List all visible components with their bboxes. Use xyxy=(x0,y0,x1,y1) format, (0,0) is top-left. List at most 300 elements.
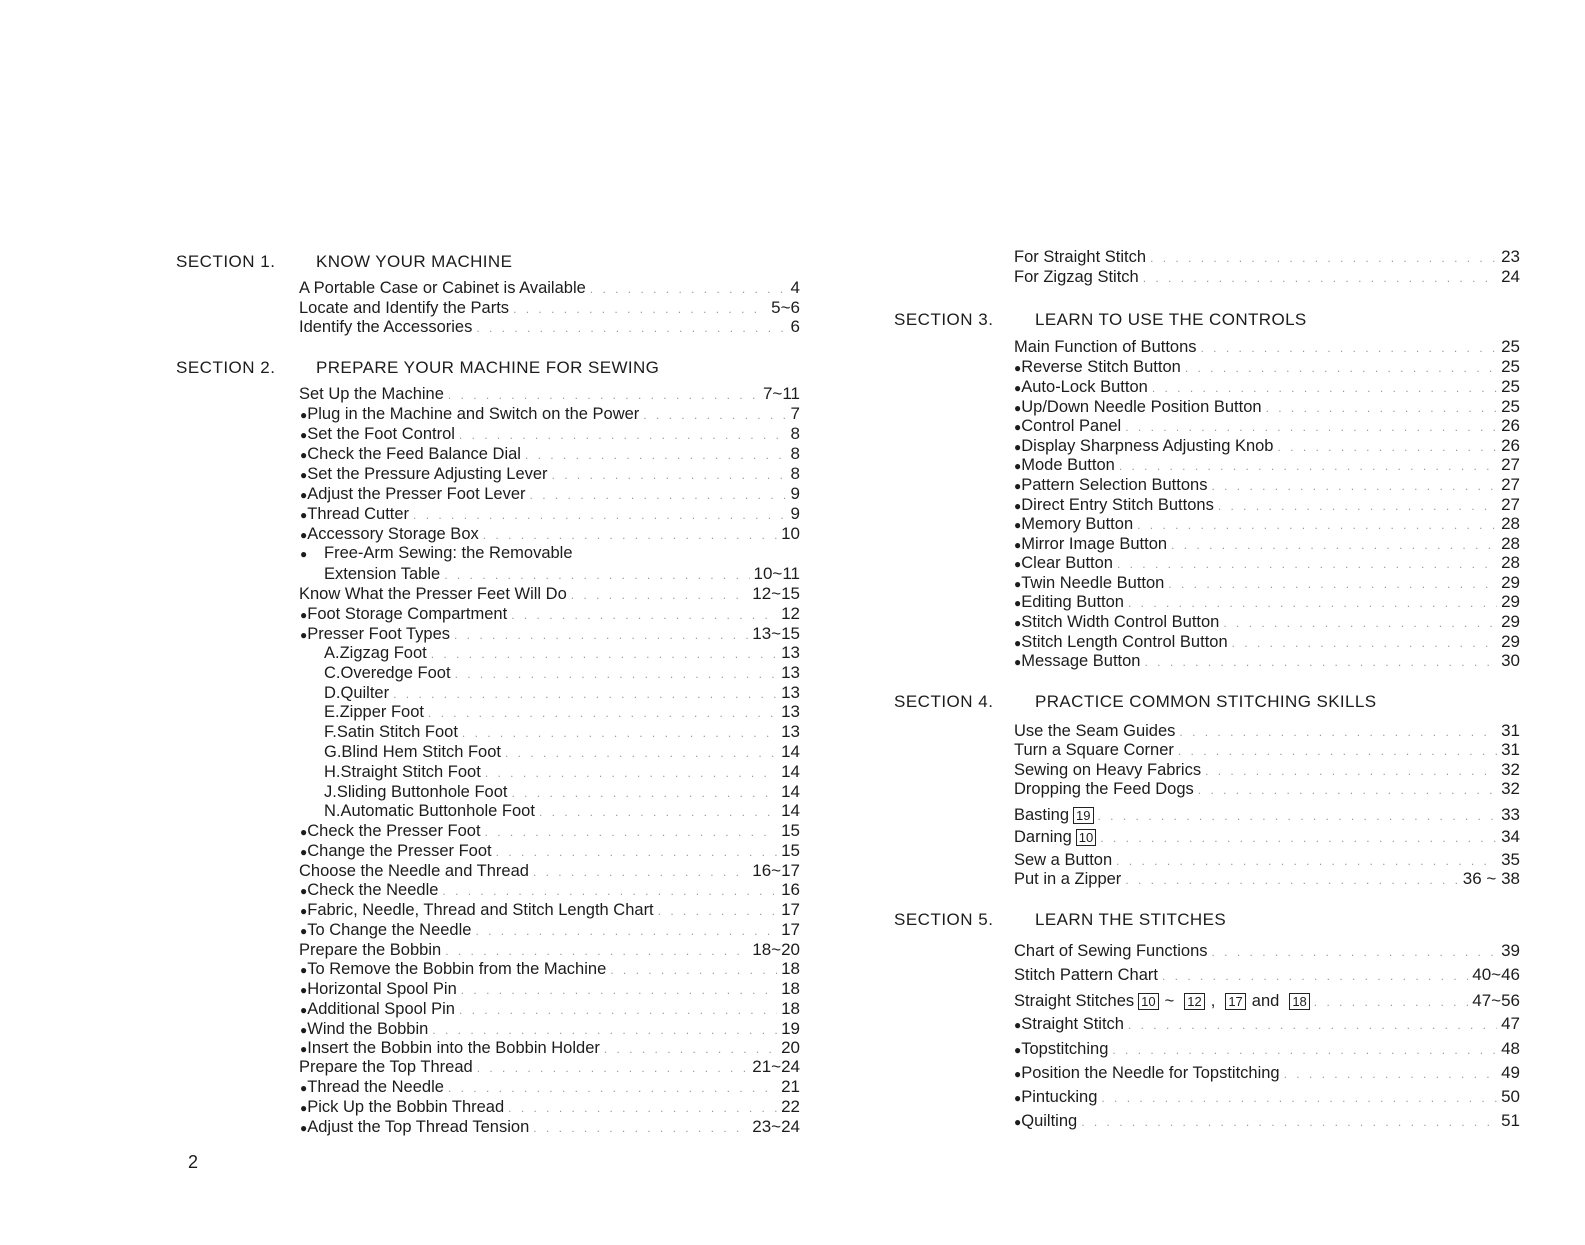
entry-title: A Portable Case or Cabinet is Available xyxy=(299,279,586,297)
bullet-icon: ● xyxy=(300,1003,308,1017)
bullet-icon: ● xyxy=(1014,440,1022,454)
foot-letter: H. xyxy=(324,763,341,781)
entry-title: Fabric, Needle, Thread and Stitch Length Chart xyxy=(307,901,654,919)
badge-separator: ~ xyxy=(1164,992,1175,1010)
toc-bullet-entry xyxy=(300,484,800,506)
stitch-number-badge: 10 xyxy=(1138,993,1158,1010)
bullet-icon: ● xyxy=(1014,499,1022,513)
dot-leader xyxy=(525,448,787,462)
bullet-icon: ● xyxy=(300,825,308,839)
toc-bullet-entry xyxy=(300,999,800,1021)
page-ref: 14 xyxy=(781,762,800,781)
page-ref: 14 xyxy=(781,742,800,761)
dot-leader xyxy=(1162,969,1468,983)
page-ref: 26 xyxy=(1501,416,1520,435)
page-ref: 24 xyxy=(1501,267,1520,286)
entry-title: Set Up the Machine xyxy=(299,385,444,403)
toc-bullet-entry xyxy=(1014,357,1520,379)
toc-bullet-entry xyxy=(300,979,800,1001)
dot-leader xyxy=(393,687,777,701)
page-ref: 28 xyxy=(1501,534,1520,553)
page-ref: 18 xyxy=(781,979,800,998)
dot-leader xyxy=(475,924,777,938)
badge-separator: , xyxy=(1210,992,1216,1010)
bullet-icon: ● xyxy=(300,924,308,938)
dot-leader xyxy=(1211,479,1497,493)
dot-leader xyxy=(1081,1115,1497,1129)
page-ref: 32 xyxy=(1501,760,1520,779)
section-heading xyxy=(176,358,659,380)
dot-leader xyxy=(1125,420,1497,434)
page-ref: 20 xyxy=(781,1038,800,1057)
entry-title: Reverse Stitch Button xyxy=(1021,358,1181,376)
dot-leader xyxy=(610,963,777,977)
toc-entry xyxy=(299,317,800,339)
dot-leader xyxy=(485,825,778,839)
entry-title: Mode Button xyxy=(1021,456,1115,474)
bullet-icon: ● xyxy=(1014,577,1022,591)
page-ref: 47 xyxy=(1501,1014,1520,1033)
dot-leader xyxy=(511,786,777,800)
dot-leader xyxy=(533,865,748,879)
bullet-icon: ● xyxy=(300,845,308,859)
entry-title: Message Button xyxy=(1021,652,1141,670)
entry-title: Prepare the Bobbin xyxy=(299,941,442,959)
toc-bullet-entry xyxy=(1014,592,1520,614)
toc-bullet-entry xyxy=(300,900,800,922)
entry-title: Free-Arm Sewing: the Removable xyxy=(324,544,573,562)
bullet-icon: ● xyxy=(300,963,308,977)
toc-bullet-entry xyxy=(300,464,800,486)
entry-title: Plug in the Machine and Switch on the Power xyxy=(307,405,640,423)
entry-title: Stitch Length Control Button xyxy=(1021,633,1228,651)
section-title: PRACTICE COMMON STITCHING SKILLS xyxy=(1035,692,1377,711)
toc-bullet-entry xyxy=(300,524,800,546)
page-ref: 28 xyxy=(1501,553,1520,572)
toc-bullet-entry xyxy=(300,821,800,843)
bullet-icon: ● xyxy=(1014,557,1022,571)
entry-title: Pick Up the Bobbin Thread xyxy=(307,1098,505,1116)
toc-bullet-entry xyxy=(1014,377,1520,399)
badge-separator: and xyxy=(1251,992,1280,1010)
page-ref: 10~11 xyxy=(753,564,800,583)
entry-title: Up/Down Needle Position Button xyxy=(1021,398,1262,416)
entry-title: Adjust the Presser Foot Lever xyxy=(307,485,526,503)
page-ref: 31 xyxy=(1501,740,1520,759)
dot-leader xyxy=(643,408,786,422)
dot-leader xyxy=(448,1081,777,1095)
toc-entry xyxy=(1014,827,1520,849)
dot-leader xyxy=(1314,995,1468,1009)
entry-title: Sewing on Heavy Fabrics xyxy=(1014,761,1202,779)
page-ref: 47~56 xyxy=(1472,991,1520,1010)
dot-leader xyxy=(459,1003,777,1017)
dot-leader xyxy=(413,508,786,522)
entry-title: Set the Pressure Adjusting Lever xyxy=(307,465,548,483)
stitch-number-badge: 19 xyxy=(1073,807,1093,824)
entry-title: Thread Cutter xyxy=(307,505,410,523)
foot-letter: D. xyxy=(324,684,341,702)
dot-leader xyxy=(1117,557,1497,571)
entry-title: Straight Stitches xyxy=(1014,992,1135,1010)
dot-leader xyxy=(1128,596,1497,610)
entry-title: Straight Stitch xyxy=(1021,1015,1124,1033)
entry-title: For Zigzag Stitch xyxy=(1014,268,1139,286)
toc-foot-entry xyxy=(324,663,800,685)
section-title: LEARN TO USE THE CONTROLS xyxy=(1035,310,1307,329)
entry-title: Straight Stitch Foot xyxy=(340,763,481,781)
toc-entry xyxy=(1014,965,1520,987)
page-ref: 36 ~ 38 xyxy=(1462,869,1520,888)
bullet-icon: ● xyxy=(300,488,308,502)
entry-title: Presser Foot Types xyxy=(307,625,451,643)
bullet-icon: ● xyxy=(1014,459,1022,473)
bullet-icon: ● xyxy=(1014,616,1022,630)
dot-leader xyxy=(1137,518,1497,532)
page-ref: 16~17 xyxy=(752,861,800,880)
dot-leader xyxy=(1150,251,1497,265)
stitch-number-badge: 12 xyxy=(1184,993,1204,1010)
dot-leader xyxy=(1171,538,1497,552)
foot-letter: E. xyxy=(324,703,340,721)
dot-leader xyxy=(1185,361,1497,375)
page-ref: 29 xyxy=(1501,573,1520,592)
page-ref: 30 xyxy=(1501,651,1520,670)
entry-title: Basting xyxy=(1014,806,1070,824)
page-ref: 23~24 xyxy=(752,1117,800,1136)
entry-title: Zigzag Foot xyxy=(339,644,427,662)
section-heading xyxy=(894,910,1226,932)
toc-foot-entry xyxy=(324,702,800,724)
dot-leader xyxy=(448,388,759,402)
toc-bullet-entry xyxy=(1014,514,1520,536)
bullet-icon: ● xyxy=(300,1101,308,1115)
toc-bullet-entry xyxy=(300,959,800,981)
dot-leader xyxy=(444,568,749,582)
dot-leader xyxy=(1201,341,1498,355)
page-ref: 19 xyxy=(781,1019,800,1038)
toc-bullet-entry xyxy=(1014,651,1520,673)
dot-leader xyxy=(658,904,777,918)
entry-title: Check the Feed Balance Dial xyxy=(307,445,521,463)
entry-title: Quilter xyxy=(340,684,390,702)
toc-bullet-entry xyxy=(1014,1014,1520,1036)
toc-bullet-entry xyxy=(300,424,800,446)
page-ref: 17 xyxy=(781,920,800,939)
page-ref: 21~24 xyxy=(752,1057,800,1076)
page-ref: 13~15 xyxy=(752,624,800,643)
dot-leader xyxy=(1178,744,1497,758)
toc-entry xyxy=(299,384,800,406)
bullet-icon: ● xyxy=(300,983,308,997)
bullet-icon: ● xyxy=(1014,401,1022,415)
dot-leader xyxy=(511,608,777,622)
toc-entry xyxy=(1014,779,1520,801)
bullet-icon: ● xyxy=(1014,1043,1022,1057)
page-ref: 35 xyxy=(1501,850,1520,869)
section-number: SECTION 4. xyxy=(894,692,994,711)
section-heading xyxy=(894,310,1307,332)
dot-leader xyxy=(508,1101,777,1115)
entry-title: Wind the Bobbin xyxy=(307,1020,429,1038)
dot-leader xyxy=(442,884,777,898)
bullet-icon: ● xyxy=(300,428,308,442)
page-ref: 13 xyxy=(781,643,800,662)
section-number: SECTION 2. xyxy=(176,358,276,377)
toc-bullet-entry xyxy=(300,504,800,526)
dot-leader xyxy=(459,428,787,442)
entry-title: Control Panel xyxy=(1021,417,1122,435)
page-ref: 28 xyxy=(1501,514,1520,533)
bullet-icon: ● xyxy=(1014,1091,1022,1105)
dot-leader xyxy=(1145,655,1498,669)
entry-title: Stitch Width Control Button xyxy=(1021,613,1220,631)
bullet-icon: ● xyxy=(1014,518,1022,532)
page-ref: 25 xyxy=(1501,357,1520,376)
bullet-icon: ● xyxy=(300,1081,308,1095)
bullet-icon: ● xyxy=(1014,479,1022,493)
bullet-icon: ● xyxy=(300,1042,308,1056)
page-ref: 34 xyxy=(1501,827,1520,846)
bullet-icon: ● xyxy=(1014,1115,1022,1129)
page-ref: 8 xyxy=(790,444,800,463)
section-heading xyxy=(176,252,512,274)
bullet-icon: ● xyxy=(1014,596,1022,610)
page-ref: 13 xyxy=(781,663,800,682)
dot-leader xyxy=(1119,459,1497,473)
foot-letter: J. xyxy=(324,783,337,801)
dot-leader xyxy=(485,766,777,780)
dot-leader xyxy=(552,468,787,482)
bullet-icon: ● xyxy=(1014,636,1022,650)
dot-leader xyxy=(604,1042,777,1056)
dot-leader xyxy=(1112,1043,1497,1057)
page-ref: 7~11 xyxy=(762,384,800,403)
entry-title: Pattern Selection Buttons xyxy=(1021,476,1208,494)
entry-title: Extension Table xyxy=(324,565,441,583)
section-number: SECTION 1. xyxy=(176,252,276,271)
toc-bullet-entry xyxy=(300,544,800,566)
bullet-icon: ● xyxy=(1014,1018,1022,1032)
toc-bullet-entry xyxy=(1014,612,1520,634)
entry-title: Clear Button xyxy=(1021,554,1113,572)
dot-leader xyxy=(1212,945,1498,959)
page-ref: 9 xyxy=(790,484,800,503)
bullet-icon: ● xyxy=(300,528,308,542)
entry-title: Quilting xyxy=(1021,1112,1078,1130)
page-ref: 27 xyxy=(1501,475,1520,494)
page-ref: 29 xyxy=(1501,612,1520,631)
page-ref: 39 xyxy=(1501,941,1520,960)
page-ref: 15 xyxy=(781,821,800,840)
entry-title: Pintucking xyxy=(1021,1088,1098,1106)
entry-title: Accessory Storage Box xyxy=(307,525,479,543)
entry-title: Set the Foot Control xyxy=(307,425,455,443)
entry-title: For Straight Stitch xyxy=(1014,248,1147,266)
entry-title: Check the Needle xyxy=(307,881,439,899)
entry-title: Blind Hem Stitch Foot xyxy=(341,743,501,761)
page-ref: 15 xyxy=(781,841,800,860)
toc-entry xyxy=(1014,805,1520,827)
bullet-icon: ● xyxy=(300,508,308,522)
entry-title: Put in a Zipper xyxy=(1014,870,1122,888)
entry-title: Foot Storage Compartment xyxy=(307,605,508,623)
stitch-number-badge: 10 xyxy=(1076,829,1096,846)
entry-title: Choose the Needle and Thread xyxy=(299,862,529,880)
bullet-icon: ● xyxy=(1014,361,1022,375)
page-ref: 51 xyxy=(1501,1111,1520,1130)
dot-leader xyxy=(454,628,748,642)
page-ref: 25 xyxy=(1501,377,1520,396)
entry-title: Memory Button xyxy=(1021,515,1134,533)
entry-title: Know What the Presser Feet Will Do xyxy=(299,585,567,603)
page-ref: 14 xyxy=(781,801,800,820)
foot-letter: G. xyxy=(324,743,342,761)
toc-entry xyxy=(299,278,800,300)
page-ref: 12~15 xyxy=(752,584,800,603)
entry-title: Turn a Square Corner xyxy=(1014,741,1174,759)
entry-title: Overedge Foot xyxy=(340,664,451,682)
dot-leader xyxy=(530,488,787,502)
dot-leader xyxy=(462,726,777,740)
entry-title: Adjust the Top Thread Tension xyxy=(307,1118,530,1136)
page-ref: 12 xyxy=(781,604,800,623)
toc-bullet-entry xyxy=(1014,1087,1520,1109)
page-ref: 27 xyxy=(1501,495,1520,514)
dot-leader xyxy=(505,746,777,760)
dot-leader xyxy=(1143,271,1497,285)
dot-leader xyxy=(1198,783,1497,797)
stitch-number-badge: 17 xyxy=(1225,993,1245,1010)
page-ref: 18 xyxy=(781,959,800,978)
toc-bullet-entry xyxy=(300,604,800,626)
page-ref: 18~20 xyxy=(752,940,800,959)
page-ref: 22 xyxy=(781,1097,800,1116)
entry-title: Stitch Pattern Chart xyxy=(1014,966,1158,984)
toc-entry xyxy=(1014,869,1520,891)
page-ref: 5~6 xyxy=(771,298,800,317)
dot-leader xyxy=(1152,381,1497,395)
dot-leader xyxy=(533,1121,748,1135)
dot-leader xyxy=(1125,873,1458,887)
dot-leader xyxy=(428,706,777,720)
dot-leader xyxy=(1205,764,1497,778)
page-ref: 13 xyxy=(781,683,800,702)
page-ref: 18 xyxy=(781,999,800,1018)
page-ref: 10 xyxy=(781,524,800,543)
toc-entry xyxy=(1014,267,1520,289)
entry-title: Change the Presser Foot xyxy=(307,842,492,860)
entry-title: Topstitching xyxy=(1021,1040,1109,1058)
page-ref: 13 xyxy=(781,702,800,721)
page-ref: 49 xyxy=(1501,1063,1520,1082)
toc-bullet-entry xyxy=(300,1077,800,1099)
dot-leader xyxy=(590,282,787,296)
toc-bullet-entry xyxy=(1014,455,1520,477)
toc-entry xyxy=(1014,740,1520,762)
dot-leader xyxy=(1284,1067,1497,1081)
page-ref: 40~46 xyxy=(1472,965,1520,984)
entry-title: Zipper Foot xyxy=(339,703,424,721)
bullet-icon: ● xyxy=(300,448,308,462)
toc-entry xyxy=(299,584,800,606)
dot-leader xyxy=(1101,1091,1497,1105)
toc-foot-entry xyxy=(324,762,800,784)
toc-entry xyxy=(299,1057,800,1079)
entry-title: Sew a Button xyxy=(1014,851,1113,869)
entry-title: Sliding Buttonhole Foot xyxy=(336,783,508,801)
page-ref: 29 xyxy=(1501,632,1520,651)
page-ref: 9 xyxy=(790,504,800,523)
page-ref: 23 xyxy=(1501,247,1520,266)
entry-title: Identify the Accessories xyxy=(299,318,473,336)
bullet-icon: ● xyxy=(300,468,308,482)
dot-leader xyxy=(513,302,767,316)
dot-leader xyxy=(571,588,748,602)
toc-foot-entry xyxy=(324,643,800,665)
bullet-icon: ● xyxy=(1014,420,1022,434)
entry-title: Use the Seam Guides xyxy=(1014,722,1176,740)
page-ref: 14 xyxy=(781,782,800,801)
entry-title: Twin Needle Button xyxy=(1021,574,1165,592)
entry-title: Locate and Identify the Parts xyxy=(299,299,510,317)
entry-title: Additional Spool Pin xyxy=(307,1000,455,1018)
dot-leader xyxy=(1168,577,1497,591)
dot-leader xyxy=(483,528,777,542)
toc-bullet-entry xyxy=(1014,416,1520,438)
entry-title: Chart of Sewing Functions xyxy=(1014,942,1208,960)
page-ref: 4 xyxy=(790,278,800,297)
page-ref: 50 xyxy=(1501,1087,1520,1106)
bullet-icon: ● xyxy=(300,904,308,918)
bullet-icon: ● xyxy=(300,408,308,422)
section-number: SECTION 5. xyxy=(894,910,994,929)
toc-bullet-entry xyxy=(1014,475,1520,497)
page-ref: 21 xyxy=(781,1077,800,1096)
bullet-icon: ● xyxy=(300,1023,308,1037)
bullet-icon: ● xyxy=(300,547,308,561)
toc-bullet-entry xyxy=(300,841,800,863)
toc-bullet-entry xyxy=(300,880,800,902)
toc-bullet-entry xyxy=(300,1117,800,1139)
bullet-icon: ● xyxy=(1014,655,1022,669)
page-number: 2 xyxy=(188,1152,199,1172)
bullet-icon: ● xyxy=(1014,1067,1022,1081)
section-number: SECTION 3. xyxy=(894,310,994,329)
dot-leader xyxy=(477,1061,749,1075)
entry-title: Mirror Image Button xyxy=(1021,535,1168,553)
entry-title: Position the Needle for Topstitching xyxy=(1021,1064,1280,1082)
dot-leader xyxy=(1098,809,1498,823)
foot-letter: F. xyxy=(324,723,337,741)
dot-leader xyxy=(1218,499,1497,513)
foot-letter: C. xyxy=(324,664,341,682)
dot-leader xyxy=(1116,854,1497,868)
toc-entry xyxy=(324,564,800,586)
entry-title: Thread the Needle xyxy=(307,1078,444,1096)
section-title: LEARN THE STITCHES xyxy=(1035,910,1227,929)
toc-entry xyxy=(1014,247,1520,269)
page-ref: 7 xyxy=(790,404,800,423)
toc-foot-entry xyxy=(324,722,800,744)
entry-title: Prepare the Top Thread xyxy=(299,1058,473,1076)
entry-title: Display Sharpness Adjusting Knob xyxy=(1021,437,1274,455)
entry-title: To Remove the Bobbin from the Machine xyxy=(307,960,607,978)
toc-bullet-entry xyxy=(1014,1063,1520,1085)
page-ref: 32 xyxy=(1501,779,1520,798)
bullet-icon: ● xyxy=(1014,381,1022,395)
foot-letter: N. xyxy=(324,802,341,820)
